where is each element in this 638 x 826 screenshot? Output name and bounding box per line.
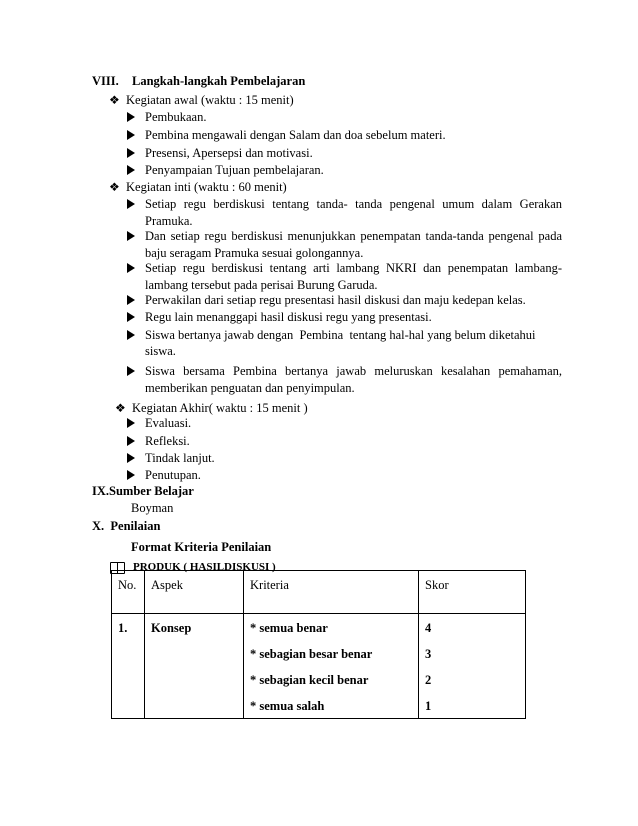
list-item-continuation: lambang tersebut pada perisai Burung Garuda. xyxy=(145,278,378,292)
arrow-bullet-icon xyxy=(127,366,135,381)
arrow-bullet-icon xyxy=(127,148,135,163)
cell-aspek: Konsep xyxy=(145,614,244,719)
arrow-bullet-icon xyxy=(127,231,135,246)
arrow-bullet-icon xyxy=(127,295,135,310)
score: 1 xyxy=(425,699,432,713)
section-10-title: X. Penilaian xyxy=(92,519,161,533)
cell-no: 1. xyxy=(112,614,145,719)
score: 4 xyxy=(425,621,432,635)
criteria-table xyxy=(111,570,526,719)
header-cell-no: No. xyxy=(112,571,145,614)
arrow-bullet-icon xyxy=(127,112,135,127)
list-item-continuation: baju seragam Pramuka sesuai golongannya. xyxy=(145,246,364,260)
diamond-bullet-icon: ❖ xyxy=(109,180,120,194)
arrow-bullet-icon xyxy=(127,263,135,278)
list-item: Siswa bertanya jawab dengan Pembina tentang hal-hal yang belum diketahui xyxy=(145,328,536,342)
cell-skor xyxy=(419,614,526,719)
list-item: Tindak lanjut. xyxy=(145,451,215,465)
list-item: Pembukaan. xyxy=(145,110,207,124)
arrow-bullet-icon xyxy=(127,436,135,451)
list-item: Refleksi. xyxy=(145,434,190,448)
arrow-bullet-icon xyxy=(127,165,135,180)
list-item-continuation: Pramuka. xyxy=(145,214,193,228)
list-item: Perwakilan dari setiap regu presentasi hasil diskusi dan maju kedepan kelas. xyxy=(145,293,526,307)
list-item: Setiap regu berdiskusi tentang arti lambang NKRI dan penempatan lambang- xyxy=(145,261,562,275)
list-item: Dan setiap regu berdiskusi menunjukkan penempatan tanda-tanda pengenal pada xyxy=(145,229,562,243)
arrow-bullet-icon xyxy=(127,312,135,327)
list-item: Setiap regu berdiskusi tentang tanda- tanda pengenal umum dalam Gerakan xyxy=(145,197,562,211)
section-8-title: Langkah-langkah Pembelajaran xyxy=(132,74,306,88)
list-item: Penyampaian Tujuan pembelajaran. xyxy=(145,163,324,177)
arrow-bullet-icon xyxy=(127,470,135,485)
criterion: * semua benar xyxy=(250,621,328,635)
arrow-bullet-icon xyxy=(127,130,135,145)
activity-heading-core: Kegiatan inti (waktu : 60 menit) xyxy=(126,180,287,194)
table-header-row xyxy=(112,571,526,614)
section-10-subtitle: Format Kriteria Penilaian xyxy=(131,540,272,554)
activity-heading-final: Kegiatan Akhir( waktu : 15 menit ) xyxy=(132,401,308,415)
score: 2 xyxy=(425,673,432,687)
list-item: Evaluasi. xyxy=(145,416,192,430)
criterion: * sebagian besar benar xyxy=(250,647,373,661)
list-item: Siswa bersama Pembina bertanya jawab meluruskan kesalahan pemahaman, xyxy=(145,364,562,378)
diamond-bullet-icon: ❖ xyxy=(115,401,126,415)
score: 3 xyxy=(425,647,432,661)
list-item-continuation: memberikan penguatan dan penyimpulan. xyxy=(145,381,355,395)
list-item: Penutupan. xyxy=(145,468,201,482)
list-item-continuation: siswa. xyxy=(145,344,176,358)
header-cell-aspek: Aspek xyxy=(145,571,244,614)
criterion: * sebagian kecil benar xyxy=(250,673,369,687)
list-item: Pembina mengawali dengan Salam dan doa sebelum materi. xyxy=(145,128,446,142)
section-9-content: Boyman xyxy=(131,501,174,515)
arrow-bullet-icon xyxy=(127,453,135,468)
arrow-bullet-icon xyxy=(127,199,135,214)
activity-heading-initial: Kegiatan awal (waktu : 15 menit) xyxy=(126,93,294,107)
header-cell-kriteria: Kriteria xyxy=(244,571,419,614)
header-cell-skor: Skor xyxy=(419,571,526,614)
product-label: PRODUK ( HASILDISKUSI ) xyxy=(133,561,276,573)
diamond-bullet-icon: ❖ xyxy=(109,93,120,107)
list-item: Regu lain menanggapi hasil diskusi regu yang presentasi. xyxy=(145,310,432,324)
cell-kriteria xyxy=(244,614,419,719)
list-item: Presensi, Apersepsi dan motivasi. xyxy=(145,146,313,160)
table-row xyxy=(112,614,526,719)
arrow-bullet-icon xyxy=(127,418,135,433)
criterion: * semua salah xyxy=(250,699,325,713)
arrow-bullet-icon xyxy=(127,330,135,345)
section-9-title: IX.Sumber Belajar xyxy=(92,484,194,498)
section-8-number: VIII. xyxy=(92,74,119,88)
